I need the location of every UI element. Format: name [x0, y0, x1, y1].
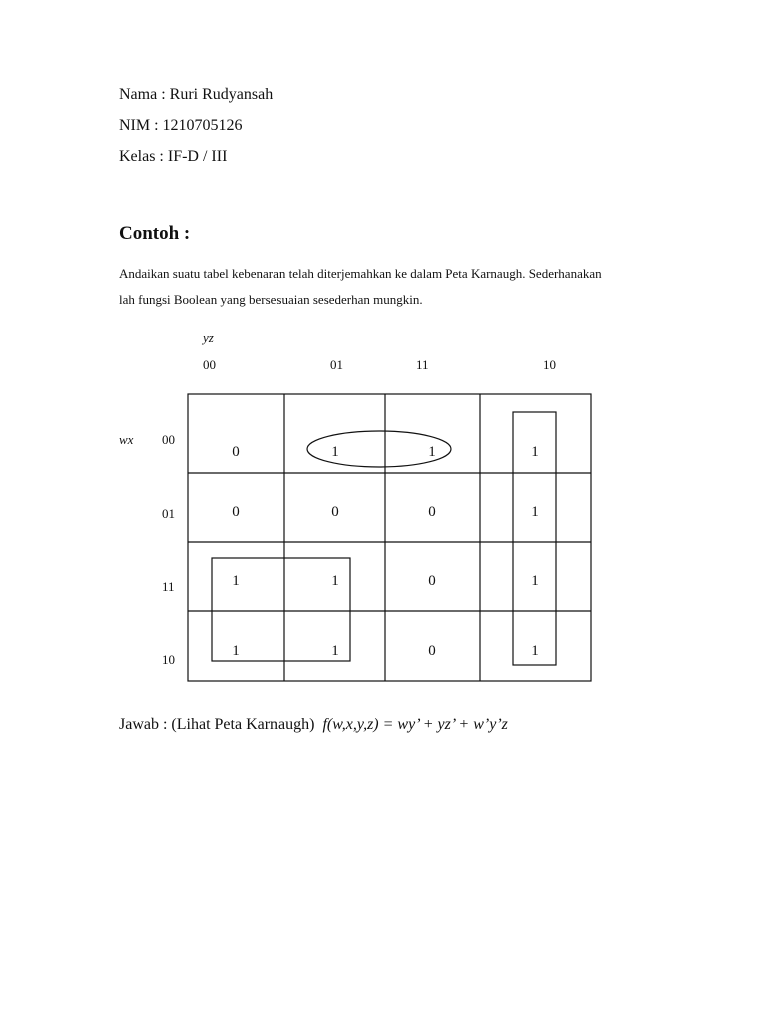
example-heading: Contoh : — [119, 223, 191, 244]
kmap-cell-r0-c3: 1 — [531, 444, 539, 460]
student-nim: NIM : 1210705126 — [119, 117, 243, 134]
problem-text-line1: Andaikan suatu tabel kebenaran telah diterjemahkan ke dalam Peta Karnaugh. Sederhanakan — [119, 266, 602, 281]
row-variable-label: wx — [119, 432, 134, 447]
kmap-cell-r2-c3: 1 — [531, 573, 539, 589]
kmap-border — [188, 394, 591, 681]
kmap-cell-r3-c2: 0 — [428, 643, 436, 659]
column-label-11: 11 — [416, 357, 429, 372]
kmap-cell-r1-c0: 0 — [232, 504, 240, 520]
row-label-10: 10 — [162, 652, 175, 667]
answer-prefix: Jawab : (Lihat Peta Karnaugh) — [119, 716, 315, 733]
row-label-01: 01 — [162, 506, 175, 521]
kmap-cell-r0-c2: 1 — [428, 444, 436, 460]
kmap-cell-r3-c1: 1 — [331, 643, 339, 659]
kmap-cell-r1-c3: 1 — [531, 504, 539, 520]
kmap-cell-r2-c0: 1 — [232, 573, 240, 589]
kmap-cell-r3-c0: 1 — [232, 643, 240, 659]
answer-line — [119, 716, 508, 734]
row-label-11: 11 — [162, 579, 175, 594]
kmap-cell-r2-c2: 0 — [428, 573, 436, 589]
column-label-00: 00 — [203, 357, 216, 372]
problem-text-line2: lah fungsi Boolean yang bersesuaian sesederhan mungkin. — [119, 292, 423, 307]
kmap-cell-r3-c3: 1 — [531, 643, 539, 659]
kmap-cell-r1-c1: 0 — [331, 504, 339, 520]
student-class: Kelas : IF-D / III — [119, 148, 228, 165]
kmap-cell-r2-c1: 1 — [331, 573, 339, 589]
answer-formula: f(w,x,y,z) = wy’ + yz’ + w’y’z — [322, 716, 508, 733]
kmap-cell-r0-c0: 0 — [232, 444, 240, 460]
kmap-cell-r1-c2: 0 — [428, 504, 436, 520]
kmap-cell-r0-c1: 1 — [331, 444, 339, 460]
student-name: Nama : Ruri Rudyansah — [119, 86, 274, 103]
column-label-10: 10 — [543, 357, 556, 372]
column-label-01: 01 — [330, 357, 343, 372]
row-label-00: 00 — [162, 432, 175, 447]
kmap-grid — [188, 394, 591, 681]
column-variable-label: yz — [203, 330, 214, 345]
